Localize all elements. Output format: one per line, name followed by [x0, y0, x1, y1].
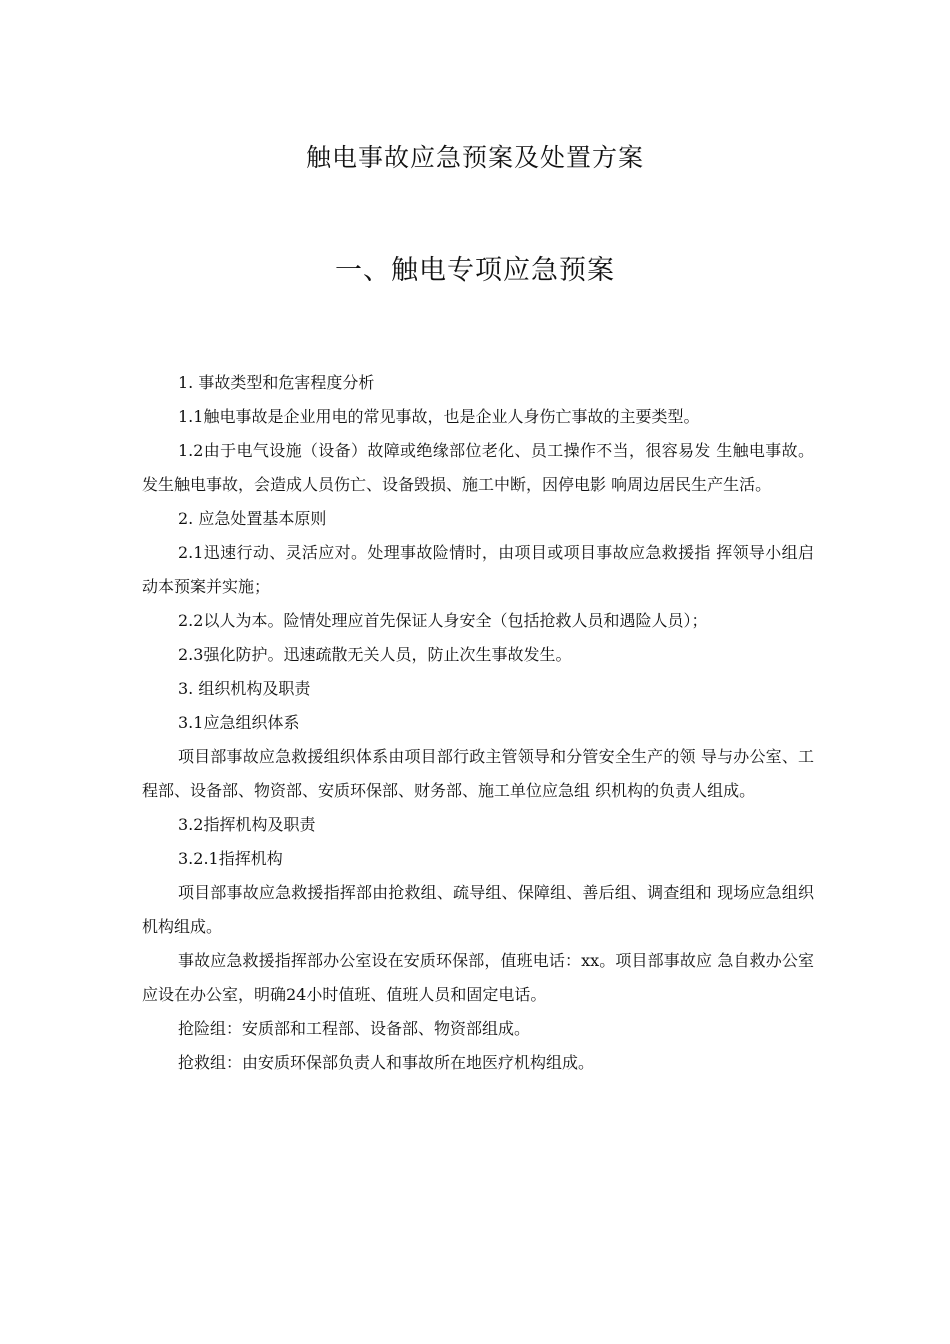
document-body [142, 366, 814, 1080]
paragraph: 项目部事故应急救援指挥部由抢救组、疏导组、保障组、善后组、调查组和 现场应急组织机构组成。 [142, 883, 814, 936]
paragraph: 1.1触电事故是企业用电的常见事故，也是企业人身伤亡事故的主要类型。 [178, 407, 700, 426]
paragraph: 抢险组：安质部和工程部、设备部、物资部组成。 [178, 1019, 531, 1038]
paragraph-heading: 3.2.1指挥机构 [178, 849, 283, 868]
paragraph-heading: 3.2指挥机构及职责 [178, 815, 316, 834]
paragraph-heading: 2. 应急处置基本原则 [178, 509, 327, 528]
section-title: 一、触电专项应急预案 [335, 255, 615, 286]
paragraph: 2.3强化防护。迅速疏散无关人员，防止次生事故发生。 [178, 645, 572, 664]
paragraph: 项目部事故应急救援组织体系由项目部行政主管领导和分管安全生产的领 导与办公室、工程部、设备部、物资部、安质环保部、财务部、施工单位应急组 织机构的负责人组成。 [142, 747, 814, 800]
paragraph: 2.1迅速行动、灵活应对。处理事故险情时，由项目或项目事故应急救援指 挥领导小组启动本预案并实施； [142, 543, 814, 596]
document-title: 触电事故应急预案及处置方案 [305, 143, 644, 172]
paragraph: 1.2由于电气设施（设备）故障或绝缘部位老化、员工操作不当，很容易发 生触电事故。发生触电事故，会造成人员伤亡、设备毁损、施工中断，因停电影 响周边居民生产生活。 [142, 441, 814, 494]
paragraph: 事故应急救援指挥部办公室设在安质环保部，值班电话：xx。项目部事故应 急自救办公室应设在办公室，明确24小时值班、值班人员和固定电话。 [142, 951, 814, 1004]
paragraph-heading: 3. 组织机构及职责 [178, 679, 311, 698]
paragraph-heading: 3.1应急组织体系 [178, 713, 300, 732]
paragraph: 抢救组：由安质环保部负责人和事故所在地医疗机构组成。 [178, 1053, 595, 1072]
paragraph-heading: 1. 事故类型和危害程度分析 [178, 373, 375, 392]
paragraph: 2.2以人为本。险情处理应首先保证人身安全（包括抢救人员和遇险人员）； [178, 611, 708, 630]
